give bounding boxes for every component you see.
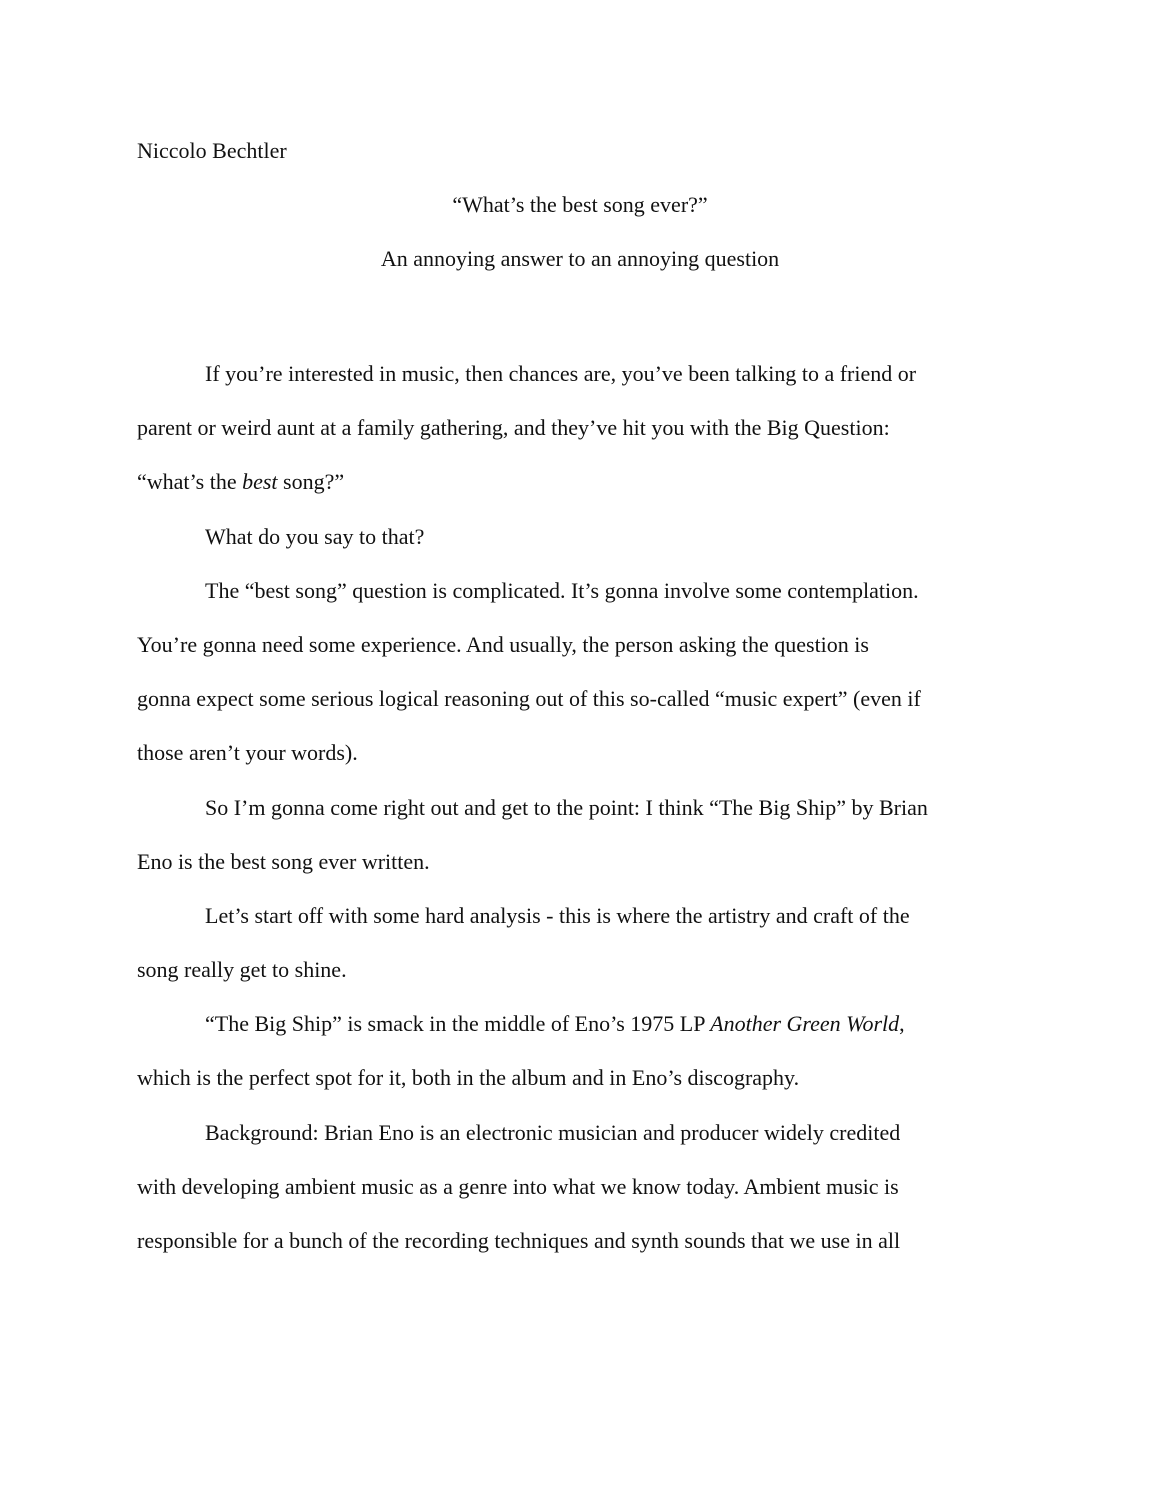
document-title: “What’s the best song ever?” [452, 192, 708, 217]
paragraph-line: Background: Brian Eno is an electronic musician and producer widely credited [205, 1119, 901, 1145]
paragraph-line: with developing ambient music as a genre into what we know today. Ambient music is [137, 1173, 899, 1199]
paragraph-line: You’re gonna need some experience. And usually, the person asking the question is [137, 631, 869, 657]
text-run: , [899, 1011, 905, 1037]
paragraph-line: If you’re interested in music, then chances are, you’ve been talking to a friend or [205, 361, 917, 386]
paragraph-line: which is the perfect spot for it, both in the album and in Eno’s discography. [137, 1065, 800, 1091]
paragraph-line: Let’s start off with some hard analysis - this is where the artistry and craft of the [205, 902, 910, 928]
paragraph-line: gonna expect some serious logical reasoning out of this so-called “music expert” (even if [137, 686, 921, 712]
paragraph-line: those aren’t your words). [137, 740, 358, 766]
paragraph-line: So I’m gonna come right out and get to the point: I think “The Big Ship” by Brian [205, 794, 928, 820]
document-subtitle: An annoying answer to an annoying question [380, 246, 780, 271]
paragraph-line [137, 455, 1027, 509]
text-run: “The Big Ship” is smack in the middle of Eno’s 1975 LP [205, 1011, 711, 1037]
paragraph-line [137, 997, 1027, 1051]
paragraph-line: parent or weird aunt at a family gathering, and they’ve hit you with the Big Question: [137, 415, 890, 441]
author-name: Niccolo Bechtler [137, 138, 287, 163]
body-text [137, 347, 1027, 1268]
paragraph-line: The “best song” question is complicated. It’s gonna involve some contemplation. [205, 577, 919, 603]
text-run: song?” [277, 469, 345, 495]
emphasis-text: best [242, 469, 278, 495]
text-run: “what’s the [137, 469, 243, 495]
paragraph-line: song really get to shine. [137, 957, 347, 983]
album-title: Another Green World [710, 1011, 900, 1037]
paragraph-line: responsible for a bunch of the recording techniques and synth sounds that we use in all [137, 1228, 901, 1253]
paragraph-line: Eno is the best song ever written. [137, 848, 430, 874]
paragraph-line: What do you say to that? [205, 523, 425, 549]
